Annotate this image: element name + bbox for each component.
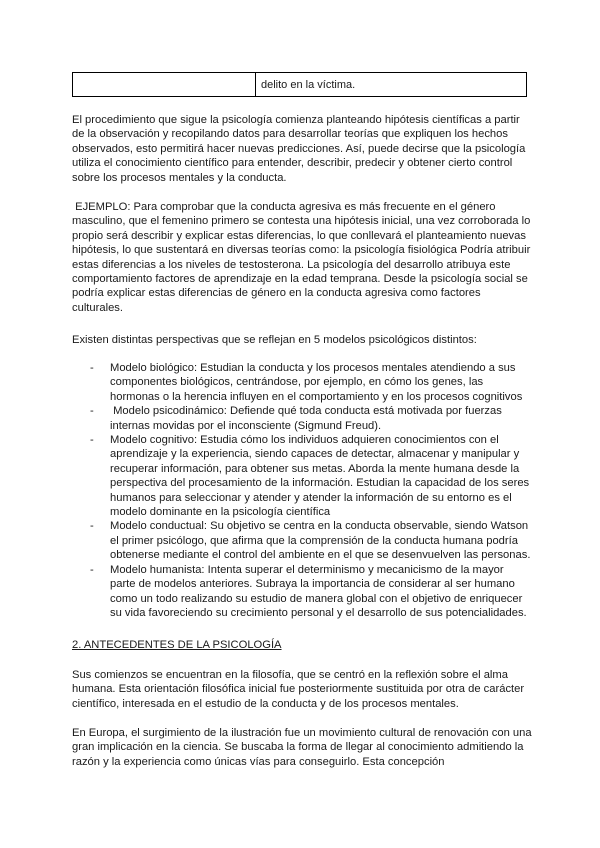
list-item-cognitive (72, 433, 532, 519)
list-item-text: Modelo psicodinámico: Defiende qué toda conducta está motivada por fuerzas internas movidas por el inconsciente (Sigmund Freud). (110, 405, 505, 432)
list-marker: - (90, 563, 94, 576)
paragraph-procedure: El procedimiento que sigue la psicología comienza planteando hipótesis científicas a partir de la observación y recopilando datos para desarrollar teorías que expliquen los hechos observados, esto permitirá hacer nuevas predicciones. Así, puede decirse que la psicología utiliza el conocimiento científico para entender, describir, predecir y obtener cierto control sobre los procesos mentales y la conducta. (72, 114, 526, 184)
section-heading: 2. ANTECEDENTES DE LA PSICOLOGÍA (72, 639, 282, 651)
list-item-text: Modelo humanista: Intenta superar el determinismo y mecanicismo de la mayor parte de modelos anteriores. Subraya la importancia de considerar al ser humano como un todo realizando su estudio de manera global con el objetivo de enriquecer su vida favoreciendo su crecimiento personal y el desarrollo de sus potencialidades. (110, 563, 527, 619)
table-row (72, 72, 527, 97)
list-marker: - (90, 434, 94, 447)
list-marker: - (90, 405, 94, 418)
paragraph-origins: Sus comienzos se encuentran en la filosofía, que se centró en la reflexión sobre el alma humana. Esta orientación filosófica inicial fue posteriormente sustituida por otra de carácter científico, interesada en el estudio de la conducta y de los procesos mentales. (72, 669, 525, 710)
list-item-humanist (72, 563, 532, 621)
table-cell-text: delito en la víctima. (261, 79, 356, 91)
list-item-text: Modelo cognitivo: Estudia cómo los individuos adquieren conocimientos con el aprendizaje y la experiencia, siendo capaces de detectar, almacenar y manipular y recuperar información, para obtener sus metas. Aborda la mente humana desde la perspectiva del procesamiento de la información. Estudian la capacidad de los seres humanos para seleccionar y atender y atender la información de su entorno es el modelo dominante en la psicología científica (110, 434, 530, 519)
models-list (72, 361, 532, 620)
paragraph-example: EJEMPLO: Para comprobar que la conducta agresiva es más frecuente en el género masculino, que el femenino primero se contesta una hipótesis inicial, una vez corroborada lo propio será describir y explicar estas diferencias, lo que conllevará el planteamiento nuevas hipótesis, lo que sustentará en diversas teorías como: la psicología fisiológica Podría atribuir estas diferencias a los niveles de testosterona. La psicología del desarrollo atribuya este comportamiento factores de aprendizaje en la edad temprana. Desde la psicología social se podría explicar estas diferencias de género en la conducta agresiva como factores culturales. (72, 201, 534, 314)
list-marker: - (90, 520, 94, 533)
paragraph-europe: En Europa, el surgimiento de la ilustración fue un movimiento cultural de renovación con una gran implicación en la ciencia. Se buscaba la forma de llegar al conocimiento admitiendo la razón y la experiencia como únicas vías para conseguirlo. Esta concepción (72, 727, 532, 768)
list-item-text: Modelo conductual: Su objetivo se centra en la conducta observable, siendo Watson el primer psicólogo, que afirma que la comprensión de la conducta humana podría obtenerse mediante el control del ambiente en el que se desenvuelven las personas. (110, 520, 531, 562)
list-item-behavioral (72, 519, 532, 562)
paragraph-perspectives: Existen distintas perspectivas que se reflejan en 5 modelos psicológicos distintos: (72, 334, 477, 346)
list-item-text: Modelo biológico: Estudian la conducta y los procesos mentales atendiendo a sus componentes biológicos, centrándose, por ejemplo, en cómo los genes, las hormonas o la herencia influyen en el comportamiento y en los procesos cognitivos (110, 362, 523, 403)
list-marker: - (90, 362, 94, 374)
list-item-biological (72, 361, 532, 404)
table-cell-empty (73, 73, 256, 96)
list-item-psychodynamic (72, 404, 532, 433)
